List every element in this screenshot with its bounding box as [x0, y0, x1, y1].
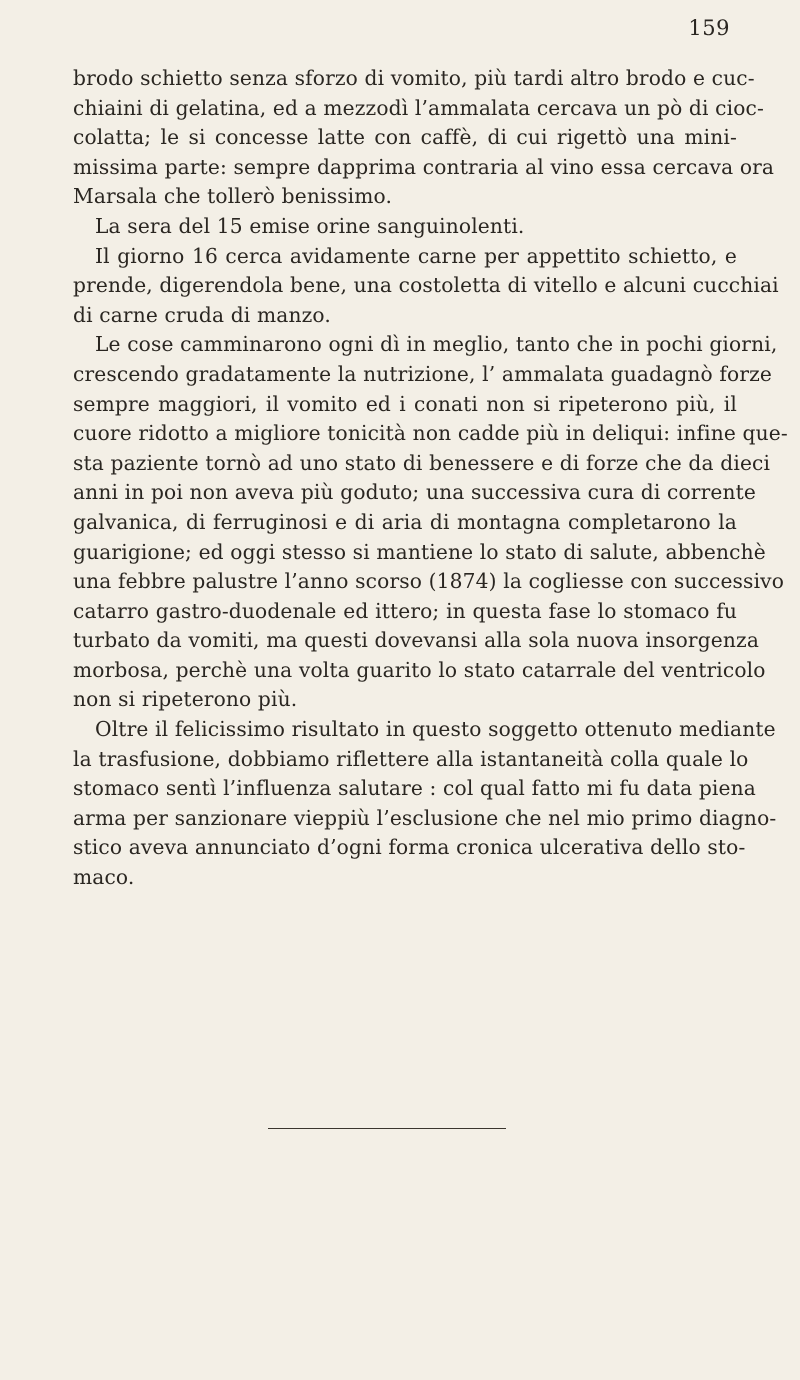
- text-line: di carne cruda di manzo.: [73, 302, 331, 327]
- text-line: missima parte: sempre dapprima contraria al vino essa cercava ora: [73, 154, 775, 179]
- text-line: una febbre palustre l’anno scorso (1874) la cogliesse con successivo: [73, 569, 785, 594]
- text-line: colatta; le si concesse latte con caffè, di cui rigettò una mini-: [73, 125, 737, 150]
- text-line: sempre maggiori, il vomito ed i conati non si ripeterono più, il: [73, 391, 737, 416]
- text-line: sta paziente tornò ad uno stato di benessere e di forze che da dieci: [73, 450, 771, 475]
- text-line: turbato da vomiti, ma questi dovevansi alla sola nuova insorgenza: [73, 628, 760, 653]
- section-end-rule: [268, 1128, 506, 1129]
- page-number: 159: [688, 16, 730, 40]
- text-line: maco.: [73, 865, 135, 890]
- text-line: cuore ridotto a migliore tonicità non cadde più in deliqui: infine que-: [73, 421, 788, 446]
- text-line: crescendo gradatamente la nutrizione, l’ ammalata guadagnò forze: [73, 361, 773, 386]
- text-line: prende, digerendola bene, una costoletta di vitello e alcuni cucchiai: [73, 273, 779, 298]
- text-line: stico aveva annunciato d’ogni forma cronica ulcerativa dello sto-: [73, 835, 746, 860]
- text-line: non si ripeterono più.: [73, 687, 298, 712]
- text-line: Oltre il felicissimo risultato in questo soggetto ottenuto mediante: [95, 717, 776, 742]
- text-line: galvanica, di ferruginosi e di aria di montagna completarono la: [73, 509, 737, 534]
- text-line: Marsala che tollerò benissimo.: [73, 184, 393, 209]
- text-line: stomaco sentì l’influenza salutare : col qual fatto mi fu data piena: [73, 776, 756, 801]
- text-line: Le cose camminarono ogni dì in meglio, tanto che in pochi giorni,: [95, 332, 778, 357]
- text-line: arma per sanzionare vieppiù l’esclusione che nel mio primo diagno-: [73, 805, 777, 830]
- text-line: catarro gastro-duodenale ed ittero; in questa fase lo stomaco fu: [73, 598, 737, 623]
- text-line: la trasfusione, dobbiamo riflettere alla istantaneità colla quale lo: [73, 746, 749, 771]
- text-line: La sera del 15 emise orine sanguinolenti.: [95, 213, 525, 238]
- text-line: anni in poi non aveva più goduto; una successiva cura di corrente: [73, 480, 756, 505]
- text-line: chiaini di gelatina, ed a mezzodì l’ammalata cercava un pò di cioc-: [73, 95, 764, 120]
- text-line: morbosa, perchè una volta guarito lo stato catarrale del ventricolo: [73, 657, 766, 682]
- text-line: guarigione; ed oggi stesso si mantiene lo stato di salute, abbenchè: [73, 539, 766, 564]
- text-line: Il giorno 16 cerca avidamente carne per appettito schietto, e: [95, 243, 737, 268]
- text-line: brodo schietto senza sforzo di vomito, più tardi altro brodo e cuc-: [73, 66, 755, 90]
- body-text: [73, 64, 788, 893]
